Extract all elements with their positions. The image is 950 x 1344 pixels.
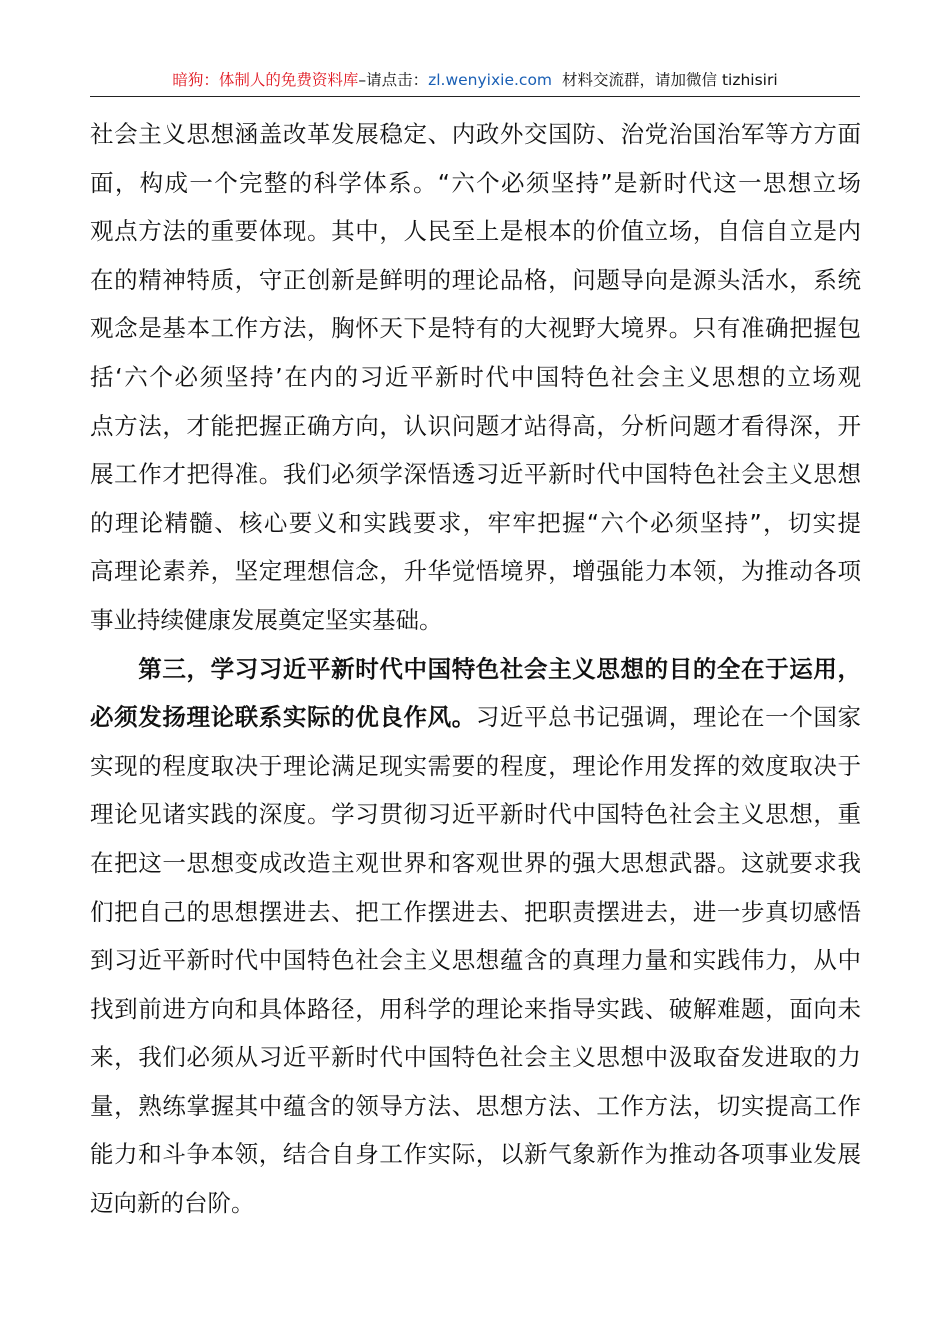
text-line-rest: 习近平总书记强调，理论在一个国家 [475,703,862,732]
text-line: 找到前进方向和具体路径，用科学的理论来指导实践、破解难题，面向未 [90,994,861,1023]
text-line: 来，我们必须从习近平新时代中国特色社会主义思想中汲取奋发进取的力 [90,1043,861,1072]
section-heading-tail: 必须发扬理论联系实际的优良作风。 [90,703,476,732]
text-line: 实现的程度取决于理论满足现实需要的程度，理论作用发挥的效度取决于 [90,751,861,780]
text-line: 括‘六个必须坚持’在内的习近平新时代中国特色社会主义思想的立场观 [90,362,861,391]
header-brand: 暗狗：体制人的免费资料库 [172,71,359,89]
text-line: 社会主义思想涵盖改革发展稳定、内政外交国防、治党治国治军等方方面 [90,120,861,148]
text-line: 事业持续健康发展奠定坚实基础。 [90,605,443,634]
page-header [90,66,860,97]
text-line: 们把自己的思想摆进去、把工作摆进去、把职责摆进去，进一步真切感悟 [90,897,861,926]
text-line: 迈向新的台阶。 [90,1189,255,1218]
text-line [90,693,861,742]
text-line: 点方法，才能把握正确方向，认识问题才站得高，分析问题才看得深，开 [90,411,861,440]
text-line: 到习近平新时代中国特色社会主义思想蕴含的真理力量和实践伟力，从中 [90,946,861,975]
text-line: 量，熟练掌握其中蕴含的领导方法、思想方法、工作方法，切实提高工作 [90,1091,861,1120]
paragraph-2 [90,645,861,1228]
document-body [90,110,861,1228]
header-separator: –请点击： [358,71,429,89]
text-line: 面，构成一个完整的科学体系。“六个必须坚持”是新时代这一思想立场 [90,168,861,197]
text-line: 高理论素养，坚定理想信念，升华觉悟境界，增强能力本领，为推动各项 [90,557,861,586]
text-line: 展工作才把得准。我们必须学深悟透习近平新时代中国特色社会主义思想 [90,460,861,489]
text-line: 在的精神特质，守正创新是鲜明的理论品格，问题导向是源头活水，系统 [90,265,861,294]
header-link[interactable]: zl.wenyixie.com [428,71,553,89]
section-heading-line: 第三，学习习近平新时代中国特色社会主义思想的目的全在于运用， [90,654,861,683]
paragraph-1 [90,110,861,645]
text-line: 观念是基本工作方法，胸怀天下是特有的大视野大境界。只有准确把握包 [90,314,861,343]
header-contact-note: 材料交流群，请加微信 tizhisiri [562,71,778,89]
text-line: 在把这一思想变成改造主观世界和客观世界的强大思想武器。这就要求我 [90,848,861,877]
text-line: 理论见诸实践的深度。学习贯彻习近平新时代中国特色社会主义思想，重 [90,800,861,829]
text-line: 观点方法的重要体现。其中，人民至上是根本的价值立场，自信自立是内 [90,217,861,246]
text-line: 的理论精髓、核心要义和实践要求，牢牢把握“六个必须坚持”，切实提 [90,508,861,537]
text-line: 能力和斗争本领，结合自身工作实际，以新气象新作为推动各项事业发展 [90,1140,861,1169]
